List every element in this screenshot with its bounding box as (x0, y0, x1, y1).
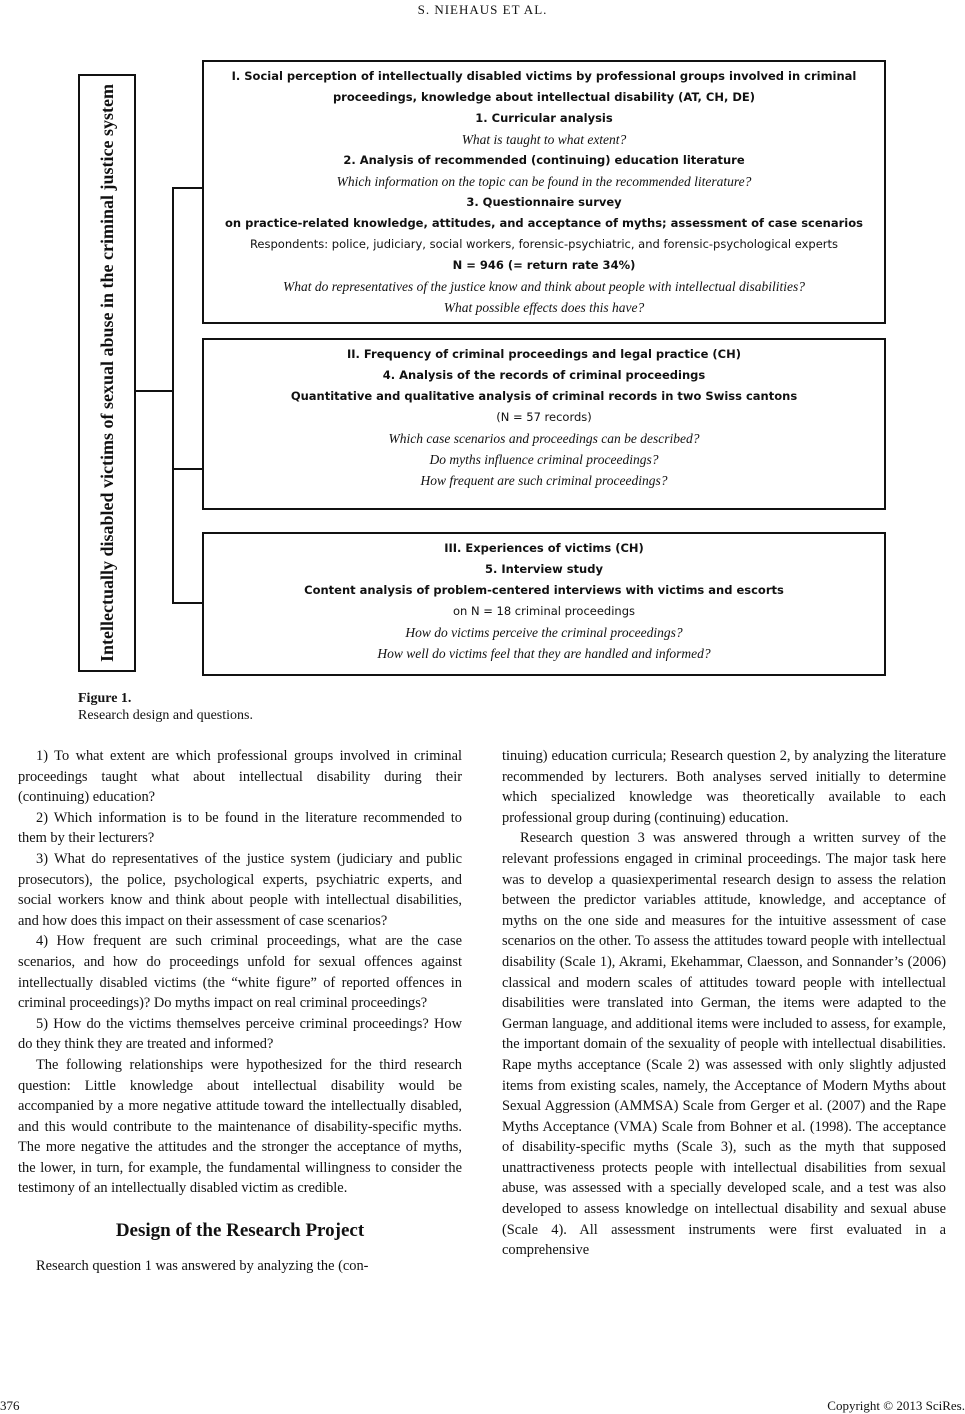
figure-caption-text: Research design and questions. (78, 708, 253, 723)
figure-line: Do myths influence criminal proceedings? (429, 452, 659, 467)
figure-line: on practice-related knowledge, attitudes, and acceptance of myths; assessment of case scenarios (225, 216, 863, 230)
connector-vertical (172, 187, 174, 604)
side-label: Intellectually disabled victims of sexual abuse in the criminal justice system (97, 84, 117, 662)
connector-main (136, 390, 174, 392)
figure-line: N = 946 (= return rate 34%) (452, 258, 636, 272)
figure-line: What possible effects does this have? (443, 300, 645, 315)
figure-line: What is taught to what extent? (461, 132, 627, 147)
paragraph: 3) What do representatives of the justice system (judiciary and public prosecutors), the police, psychological experts, psychiatric experts, and social workers know and think about people with intellectual disabilities, and how does this impact on their assessment of case scenarios? (18, 850, 462, 929)
figure-line: What do representatives of the justice know and think about people with intellectual disabilities? (282, 279, 806, 294)
figure-caption-label: Figure 1. (78, 691, 132, 706)
section-heading: Design of the Research Project (115, 1220, 365, 1242)
figure-line: Which information on the topic can be found in the recommended literature? (336, 174, 752, 189)
figure-line: How frequent are such criminal proceedings? (420, 473, 668, 488)
page-number: 376 (0, 1398, 20, 1413)
figure-line: (N = 57 records) (496, 410, 592, 424)
figure-line: on N = 18 criminal proceedings (452, 604, 635, 618)
figure-line: How well do victims feel that they are handled and informed? (377, 646, 711, 661)
figure-line: 2. Analysis of recommended (continuing) education literature (343, 153, 745, 167)
figure-line: Quantitative and qualitative analysis of criminal records in two Swiss cantons (290, 389, 798, 403)
figure-line: II. Frequency of criminal proceedings and legal practice (CH) (346, 347, 742, 361)
research-design-figure (64, 46, 890, 676)
section-box-3 (202, 532, 886, 676)
connector-section-1 (172, 187, 202, 189)
figure-line: 5. Interview study (485, 562, 603, 576)
right-column (502, 746, 946, 1261)
figure-caption (78, 690, 253, 724)
figure-line: How do victims perceive the criminal proceedings? (405, 625, 683, 640)
paragraph: Research question 3 was answered through a written survey of the relevant professions engaged in criminal proceedings. The major task here was to develop a quasiexperimental research design to assess the relation between the predictor variables attitude, knowledge, and acceptance of myths on the one side and measures for the intuitive assessment of case scenarios on the other. To assess the attitudes toward people with intellectual disability (Scale 1), Akrami, Ekehammar, Claesson, and Sonnander’s (2006) classical and modern scales of attitudes toward people with intellectual disabilities were translated into German, the items were adapted to the German language, and additional items were included to assess, for example, the important domain of the sexuality of people with intellectual disabilities. Rape myths acceptance (Scale 2) was assessed with only slightly adjusted items from existing scales, namely, the Acceptance of Modern Myths about Sexual Aggression (AMMSA) Scale from Gerger et al. (2007) and the Rape Myths Acceptance (VMA) Scale from Bohner et al. (1998). The acceptance of disability-specific myths (Scale 3), such as the myth that supposed unattractiveness protects people with intellectual disabilities from sexual abuse, was assessed with a specially developed scale, and a test was also developed to assess knowledge on intellectual disability and sexual abuse (Scale 4). All assessment instruments were first evaluated in a comprehensive (502, 830, 946, 1259)
figure-line: Which case scenarios and proceedings can be described? (388, 431, 700, 446)
connector-section-2 (172, 468, 202, 470)
side-label-box (78, 74, 136, 672)
paragraph: 2) Which information is to be found in the literature recommended to them by their lecturers? (18, 809, 462, 847)
paragraph: tinuing) education curricula; Research question 2, by analyzing the literature recommended by lecturers. Both analyses served initially to determine which specialized knowledge was theoretically available to each professional group during (continuing) education. (502, 748, 946, 826)
paragraph: The following relationships were hypothesized for the third research question: Little knowledge about intellectual disability would be accompanied by a more negative attitude toward the intellectually disabled, and this would contribute to the maintenance of disability-specific myths. The more negative the attitudes and the stronger the acceptance of myths, the lower, in turn, for example, the fundamental willingness to consider the testimony of an intellectually disabled victim as credible. (18, 1056, 462, 1197)
section-box-1 (202, 60, 886, 324)
figure-line: Content analysis of problem-centered interviews with victims and escorts (304, 583, 784, 597)
figure-line: 1. Curricular analysis (475, 111, 613, 125)
figure-line: Respondents: police, judiciary, social workers, forensic-psychiatric, and forensic-psychological experts (249, 237, 839, 251)
section-box-2 (202, 338, 886, 510)
running-head: S. NIEHAUS ET AL. (417, 2, 548, 17)
paragraph: 1) To what extent are which professional groups involved in criminal proceedings taught what about intellectual disability during their (continuing) education? (18, 748, 462, 806)
figure-line: III. Experiences of victims (CH) (444, 541, 644, 555)
figure-line: proceedings, knowledge about intellectual disability (AT, CH, DE) (332, 90, 756, 104)
figure-line: I. Social perception of intellectually disabled victims by professional groups involved in criminal (231, 69, 857, 83)
left-column (18, 746, 462, 1276)
copyright: Copyright © 2013 SciRes. (827, 1398, 965, 1413)
paragraph: Research question 1 was answered by analyzing the (con- (36, 1257, 369, 1274)
paragraph: 5) How do the victims themselves perceive criminal proceedings? How do they think they are treated and informed? (18, 1015, 462, 1053)
paragraph: 4) How frequent are such criminal proceedings, what are the case scenarios, and how do proceedings unfold for sexual offences against intellectually disabled victims (the “white figure” of reported offences in criminal proceedings)? Do myths impact on real criminal proceedings? (18, 933, 462, 1012)
figure-line: 4. Analysis of the records of criminal proceedings (382, 368, 706, 382)
figure-line: 3. Questionnaire survey (466, 195, 622, 209)
connector-section-3 (172, 602, 202, 604)
